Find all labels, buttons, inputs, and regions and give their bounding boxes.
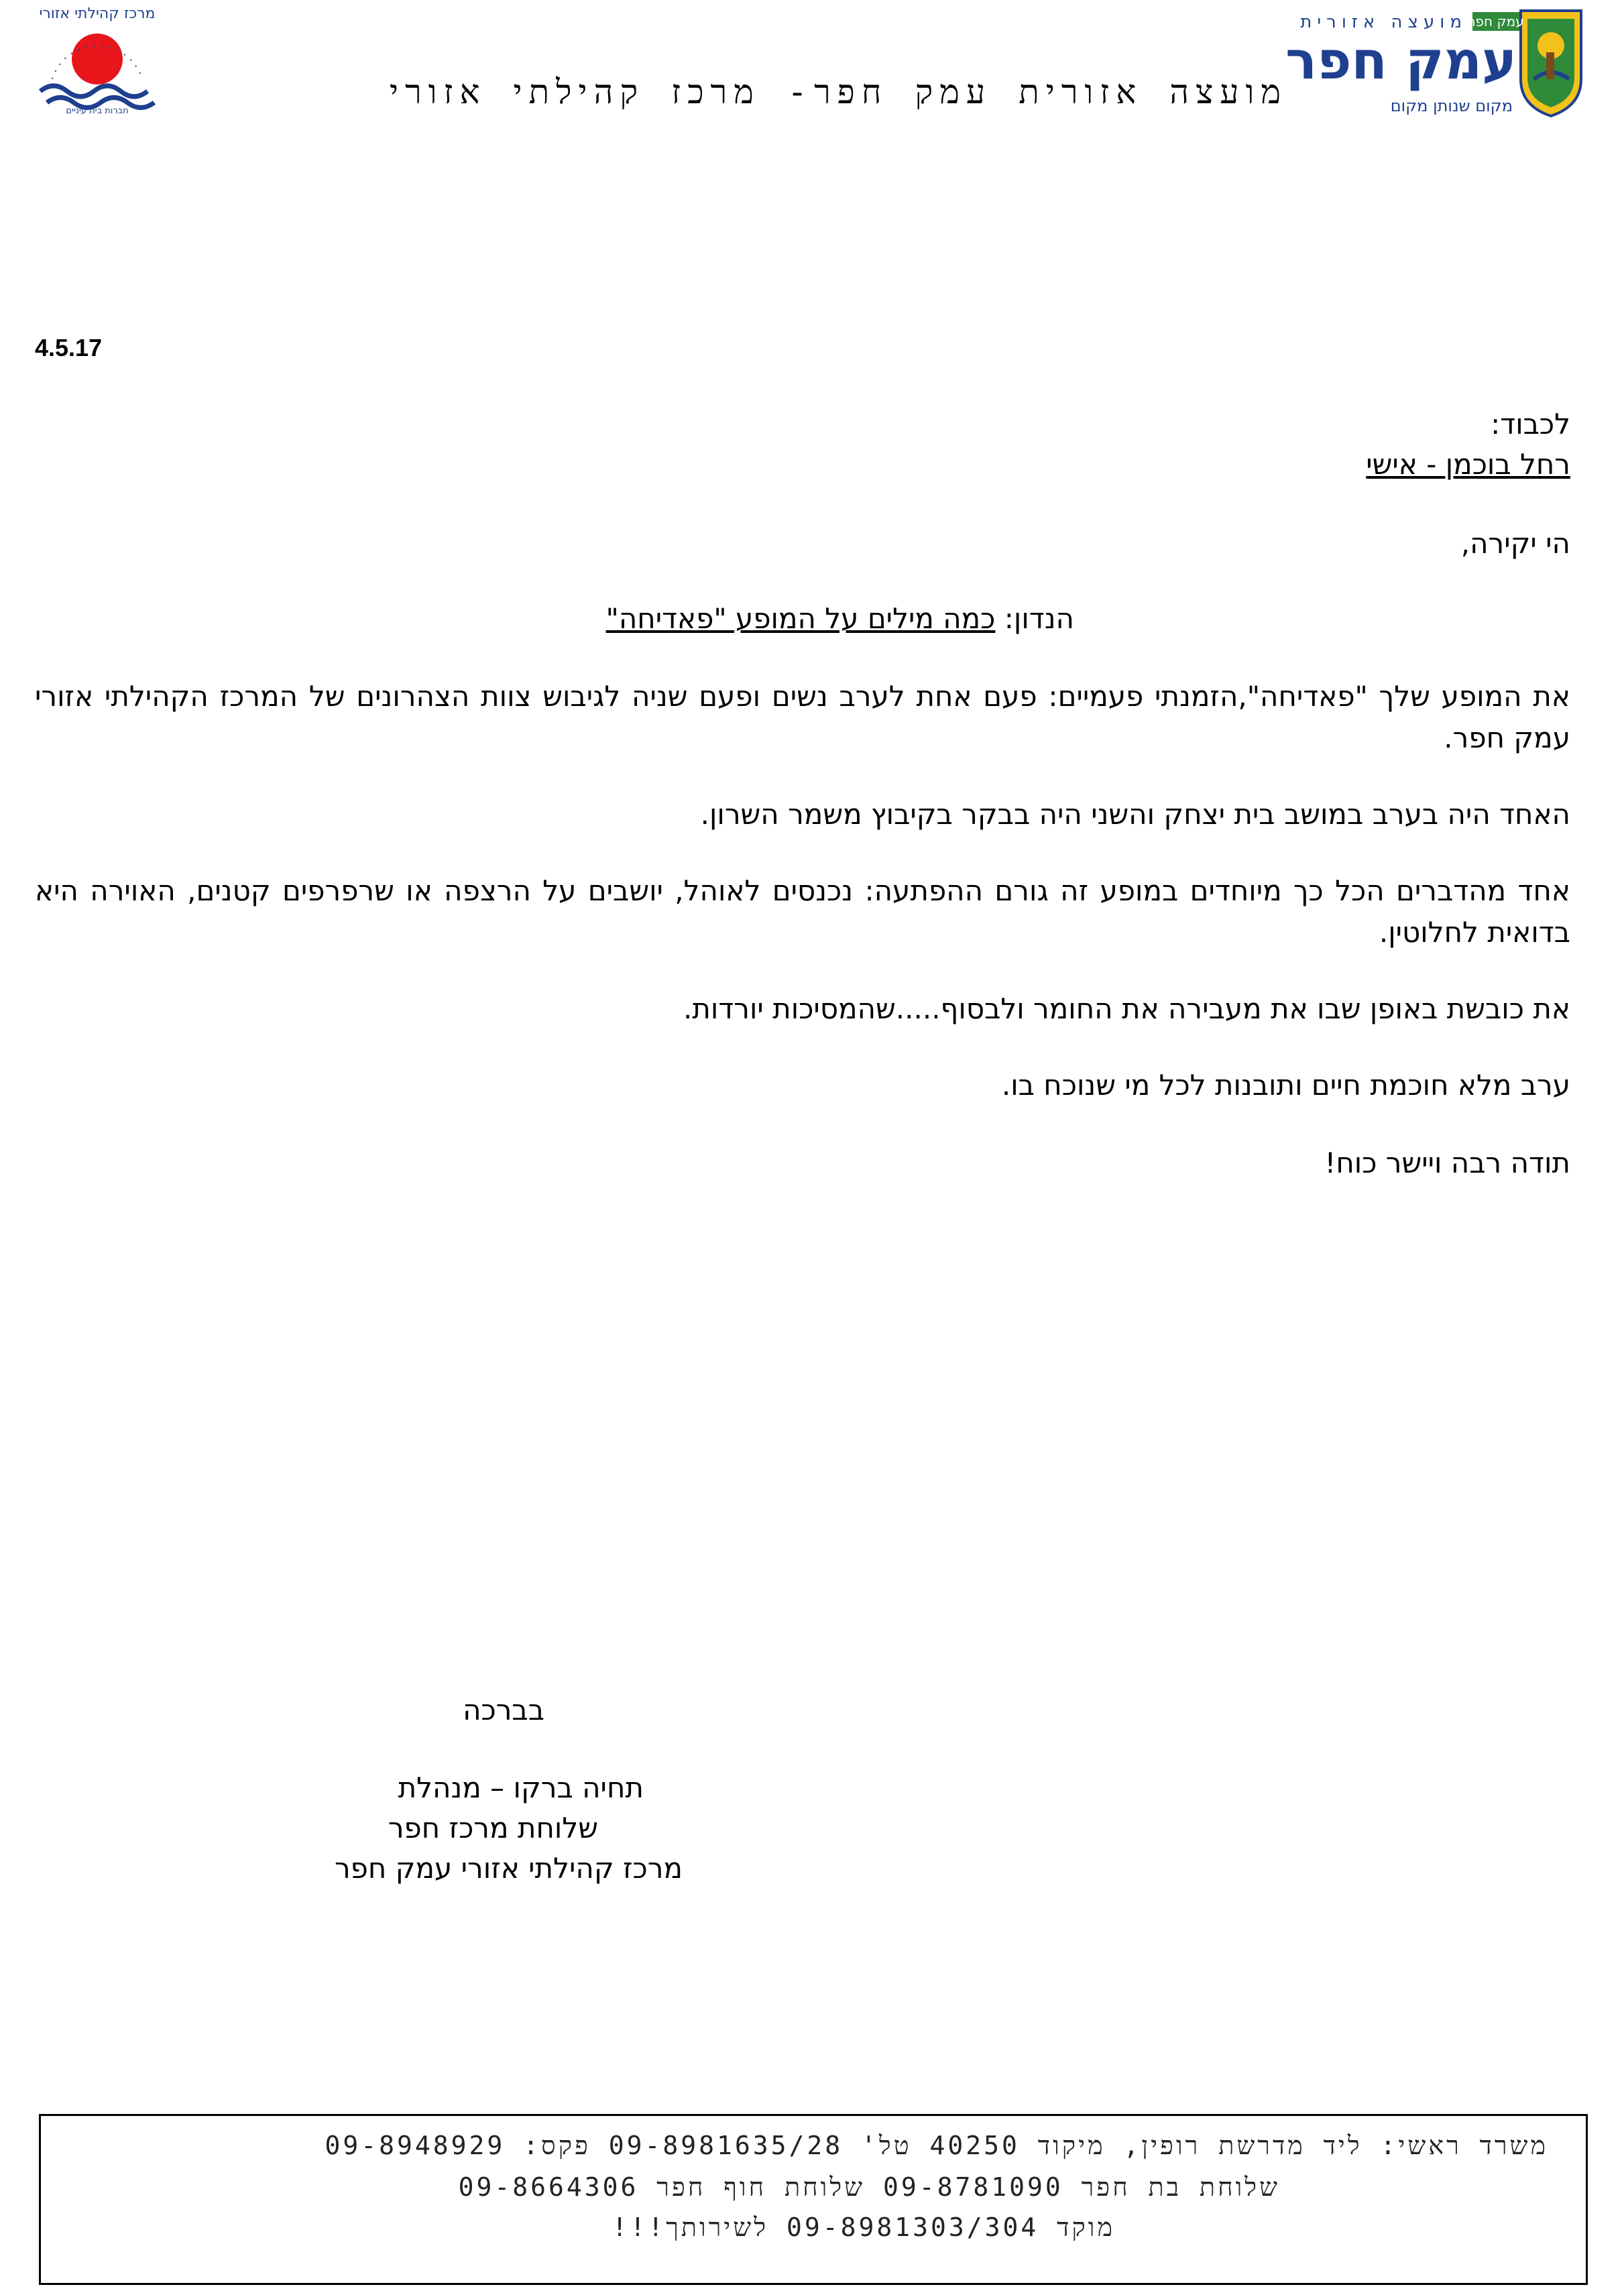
paragraph-3: אחד מהדברים הכל כך מיוחדים במופע זה גורם ההפתעה: נכנסים לאוהל, יושבים על הרצפה או שרפרפים קטנים, האוירה היא בדואית לחלוטין. (35, 874, 1570, 949)
paragraph-5: ערב מלא חוכמת חיים ותובנות לכל מי שנוכח בו. (1001, 1069, 1570, 1102)
footer-line-3: מוקד 09-8981303/304 לשירותך!!! (612, 2213, 1115, 2242)
signature-closing: בברכה (463, 1694, 544, 1726)
logo-bottom-text: חברות בית עיניים (66, 106, 129, 116)
logo-top-text: מועצה אזורית (1300, 12, 1467, 32)
signature-org: מרכז קהילתי אזורי עמק חפר (334, 1852, 683, 1885)
to-label: לכבוד: (1491, 408, 1570, 440)
paragraph-4: את כובשת באופן שבו את מעבירה את החומר ולבסוף.....שהמסיכות יורדות. (683, 992, 1570, 1025)
greeting: הי יקירה, (1460, 527, 1570, 560)
paragraph-2: האחד היה בערב במושב בית יצחק והשני היה בבקר בקיבוץ משמר השרון. (700, 798, 1570, 831)
subject-label: הנדון: (1004, 602, 1074, 635)
subject-text: כמה מילים על המופע "פאדיחה" (605, 602, 996, 635)
logo-badge-text: עמק חפר (1468, 13, 1524, 30)
emek-hefer-logo (1285, 5, 1588, 119)
paragraph-1: את המופע שלך "פאדיחה",הזמנתי פעמיים: פעם אחת לערב נשים ופעם שניה לגיבוש צוות הצהרונים של המרכז הקהילתי אזורי עמק חפר. (35, 680, 1570, 754)
footer-contact-box (39, 2114, 1588, 2285)
community-center-emblem-icon (27, 5, 168, 119)
paragraph-6: תודה רבה ויישר כוח! (1324, 1146, 1570, 1179)
logo-ring-text: מרכז קהילתי אזורי (39, 5, 156, 22)
header-title: מועצה אזורית עמק חפר- מרכז קהילתי אזורי (390, 72, 1287, 111)
signature-role: שלוחת מרכז חפר (388, 1812, 598, 1844)
footer-line-2: שלוחת בת חפר 09-8781090 שלוחת חוף חפר 09-8664306 (458, 2172, 1280, 2202)
community-center-logo (27, 5, 168, 119)
signature-name: תחיה ברקו – מנהלת (398, 1771, 644, 1804)
letter-date: 4.5.17 (35, 334, 103, 361)
footer-line-1: משרד ראשי: ליד מדרשת רופין, מיקוד 40250 טל' 09-8981635/28 פקס: 09-8948929 (325, 2131, 1548, 2160)
logo-main-text: עמק חפר (1285, 31, 1517, 91)
logo-slogan: מקום שנותן מקום (1390, 97, 1513, 115)
subject-line (606, 602, 1074, 635)
recipient-name: רחל בוכמן - אישי (1366, 448, 1570, 481)
